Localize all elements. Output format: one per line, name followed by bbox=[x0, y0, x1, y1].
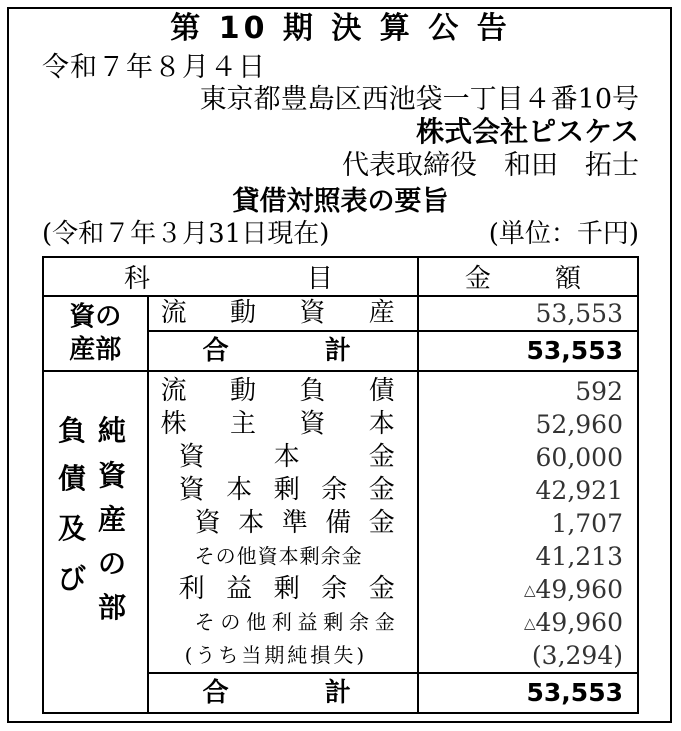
liabilities-category-right bbox=[98, 408, 126, 630]
label-char: 利 bbox=[271, 610, 292, 634]
label-char: 資 bbox=[178, 442, 205, 472]
company-address: 東京都豊島区西池袋一丁目４番10号 bbox=[199, 84, 639, 115]
liabilities-row bbox=[43, 371, 638, 673]
assets-item-cell bbox=[148, 296, 418, 331]
statement-title: 貸借対照表の要旨 bbox=[232, 186, 449, 217]
retained-earnings-amount: 49,960 bbox=[535, 575, 623, 604]
liabilities-total-amount-cell bbox=[418, 673, 638, 713]
notice-title: 第 10 期 決 算 公 告 bbox=[170, 11, 511, 46]
label-char: 準 bbox=[281, 508, 308, 538]
assets-category-line: 産部 bbox=[69, 335, 122, 365]
negative-mark: △ bbox=[523, 614, 536, 632]
assets-category bbox=[43, 296, 148, 371]
label-char: 金 bbox=[368, 442, 395, 472]
assets-total-amount-cell bbox=[418, 331, 638, 371]
current-assets-value: 53,553 bbox=[535, 299, 623, 328]
other-capital-surplus-value: 41,213 bbox=[535, 542, 623, 571]
label-char: 債 bbox=[368, 376, 395, 406]
category-char: び bbox=[58, 562, 87, 595]
assets-total-label-cell bbox=[148, 331, 418, 371]
label-char: 利 bbox=[178, 574, 205, 604]
label-char: 備 bbox=[325, 508, 352, 538]
label-char: 産 bbox=[368, 298, 395, 328]
category-char: 負 bbox=[58, 414, 87, 447]
total-label-char: 計 bbox=[324, 336, 351, 366]
label-char: そ bbox=[194, 610, 215, 634]
label-char: 金 bbox=[374, 610, 395, 634]
liabilities-category bbox=[43, 371, 148, 713]
subject-header-char: 科 bbox=[124, 264, 151, 294]
capital-stock-value: 60,000 bbox=[535, 443, 623, 472]
label-char: 余 bbox=[349, 610, 370, 634]
assets-total-value: 53,553 bbox=[526, 336, 623, 365]
capital-stock-label bbox=[149, 441, 417, 474]
label-char: 流 bbox=[160, 298, 187, 328]
label-char: 余 bbox=[321, 574, 348, 604]
shareholders-equity-label bbox=[149, 408, 417, 441]
label-char: 益 bbox=[297, 610, 318, 634]
liabilities-item-cell bbox=[148, 371, 418, 673]
label-char: 剰 bbox=[323, 610, 344, 634]
notice-date: 令和７年８月４日 bbox=[42, 52, 266, 83]
label-char: 本 bbox=[273, 442, 300, 472]
other-retained-earnings-amount: 49,960 bbox=[535, 608, 623, 637]
label-char: 本 bbox=[226, 475, 253, 505]
retained-earnings-label bbox=[149, 573, 417, 606]
net-loss-label: (うち当期純損失) bbox=[184, 643, 368, 667]
current-assets-label bbox=[149, 297, 417, 330]
amount-header bbox=[418, 257, 638, 296]
net-loss-value: (3,294) bbox=[531, 641, 623, 670]
label-char: 動 bbox=[230, 376, 257, 406]
label-char: 金 bbox=[368, 508, 395, 538]
current-liabilities-label bbox=[149, 375, 417, 408]
total-label-char: 計 bbox=[324, 678, 351, 708]
liabilities-category-left bbox=[58, 408, 86, 604]
liabilities-amount-cell bbox=[418, 371, 638, 673]
label-char: 本 bbox=[238, 508, 265, 538]
subject-header bbox=[43, 257, 418, 296]
as-of-date: (令和７年３月31日現在) bbox=[42, 219, 330, 249]
total-label-char: 合 bbox=[202, 336, 229, 366]
subject-header-char: 目 bbox=[306, 264, 333, 294]
retained-earnings-value bbox=[419, 573, 637, 606]
label-char: 金 bbox=[368, 574, 395, 604]
category-char: 部 bbox=[98, 591, 127, 624]
label-char: 剰 bbox=[273, 574, 300, 604]
label-char: 資 bbox=[299, 409, 326, 439]
label-char: 金 bbox=[368, 475, 395, 505]
label-char: 余 bbox=[321, 475, 348, 505]
label-char: 益 bbox=[226, 574, 253, 604]
label-char: 株 bbox=[160, 409, 187, 439]
assets-amount-cell bbox=[418, 296, 638, 331]
category-char: の bbox=[98, 547, 127, 580]
assets-row bbox=[43, 296, 638, 331]
label-char: 資 bbox=[299, 298, 326, 328]
amount-header-char: 額 bbox=[554, 264, 581, 294]
legal-capital-reserve-value: 1,707 bbox=[551, 509, 623, 538]
other-capital-surplus-label: その他資本剰余金 bbox=[194, 544, 363, 568]
label-char: の bbox=[220, 610, 241, 634]
label-char: 資 bbox=[178, 475, 205, 505]
representative: 代表取締役 和田 拓士 bbox=[342, 150, 639, 181]
capital-surplus-label bbox=[149, 474, 417, 507]
unit-label: (単位：千円) bbox=[488, 219, 639, 249]
category-char: 純 bbox=[98, 414, 127, 447]
label-char: 負 bbox=[299, 376, 326, 406]
category-char: 産 bbox=[98, 503, 127, 536]
label-char: 他 bbox=[246, 610, 267, 634]
company-name: 株式会社ピスケス bbox=[416, 115, 639, 148]
label-char: 動 bbox=[230, 298, 257, 328]
other-retained-earnings-value bbox=[419, 606, 637, 639]
assets-category-line: 資の bbox=[69, 302, 122, 332]
liabilities-total-value: 53,553 bbox=[526, 678, 623, 707]
label-char: 本 bbox=[368, 409, 395, 439]
negative-mark: △ bbox=[523, 581, 536, 599]
label-char: 流 bbox=[160, 376, 187, 406]
label-char: 主 bbox=[230, 409, 257, 439]
category-char: 及 bbox=[58, 512, 87, 545]
total-label-char: 合 bbox=[202, 678, 229, 708]
other-retained-earnings-label bbox=[149, 606, 417, 639]
category-char: 債 bbox=[58, 462, 87, 495]
category-char: 資 bbox=[98, 459, 127, 492]
balance-sheet-table bbox=[42, 256, 639, 714]
label-char: 資 bbox=[194, 508, 221, 538]
capital-surplus-value: 42,921 bbox=[535, 476, 623, 505]
label-char: 剰 bbox=[273, 475, 300, 505]
current-liabilities-value: 592 bbox=[575, 377, 623, 406]
table-header-row bbox=[43, 257, 638, 296]
amount-header-char: 金 bbox=[464, 264, 491, 294]
liabilities-total-label-cell bbox=[148, 673, 418, 713]
legal-capital-reserve-label bbox=[149, 507, 417, 540]
shareholders-equity-value: 52,960 bbox=[535, 410, 623, 439]
